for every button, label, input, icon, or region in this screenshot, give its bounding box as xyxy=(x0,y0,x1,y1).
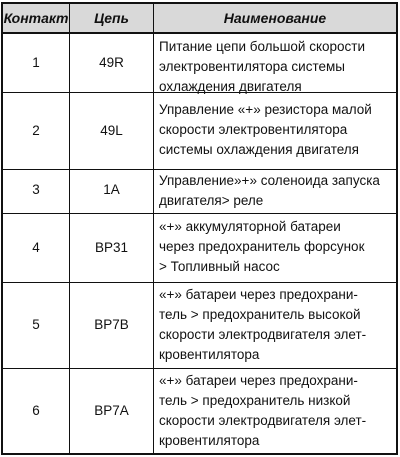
header-contact: Контакт xyxy=(3,10,69,26)
row-divider xyxy=(3,282,396,283)
name-line: скорости электровентилятора xyxy=(159,122,348,137)
name-cell xyxy=(154,217,396,277)
contact-cell: 5 xyxy=(32,317,40,332)
name-line: через предохранитель форсунок xyxy=(159,239,365,254)
header-circuit: Цепь xyxy=(94,10,129,26)
name-line: Управление»+» соленоида запуска xyxy=(159,173,380,188)
name-line: «+» батареи через предохрани- xyxy=(159,373,358,388)
name-line: тель > предохранитель низкой xyxy=(159,393,351,408)
name-cell xyxy=(154,285,396,365)
contact-cell: 2 xyxy=(32,123,40,138)
row-divider xyxy=(3,368,396,369)
circuit-cell: BP7A xyxy=(94,403,129,418)
circuit-cell: 49L xyxy=(100,123,123,138)
name-line: «+» аккумуляторной батареи xyxy=(159,219,341,234)
circuit-cell: 49R xyxy=(99,55,124,70)
row-divider xyxy=(3,169,396,170)
contact-cell: 4 xyxy=(32,240,40,255)
name-line: Управление «+» резистора малой xyxy=(159,102,372,117)
name-line: «+» батареи через предохрани- xyxy=(159,287,358,302)
contact-cell: 6 xyxy=(32,403,40,418)
name-line: скорости электродвигателя элет- xyxy=(159,413,367,428)
circuit-cell: BP31 xyxy=(94,240,129,255)
contact-cell: 1 xyxy=(32,55,40,70)
circuit-cell: BP7B xyxy=(94,317,129,332)
name-line: электровентилятора системы xyxy=(159,59,346,74)
name-line: Питание цепи большой скорости xyxy=(159,39,366,54)
name-line: скорости электродвигателя элет- xyxy=(159,327,367,342)
table-header xyxy=(3,4,396,34)
name-cell xyxy=(154,371,396,451)
name-cell xyxy=(154,37,396,97)
name-line: > Топливный насос xyxy=(159,259,280,274)
contact-cell: 3 xyxy=(32,182,40,197)
header-name: Наименование xyxy=(223,10,327,26)
connector-table xyxy=(1,2,398,455)
name-line: двигателя> реле xyxy=(159,193,264,208)
name-line: тель > предохранитель высокой xyxy=(159,307,361,322)
name-line: охлаждения двигателя xyxy=(159,79,302,94)
name-cell xyxy=(154,100,396,160)
name-line: кровентилятора xyxy=(159,347,260,362)
row-divider xyxy=(3,213,396,214)
name-line: кровентилятора xyxy=(159,433,260,448)
name-cell xyxy=(154,171,396,211)
circuit-cell: 1A xyxy=(103,182,120,197)
name-line: системы охлаждения двигателя xyxy=(159,142,359,157)
